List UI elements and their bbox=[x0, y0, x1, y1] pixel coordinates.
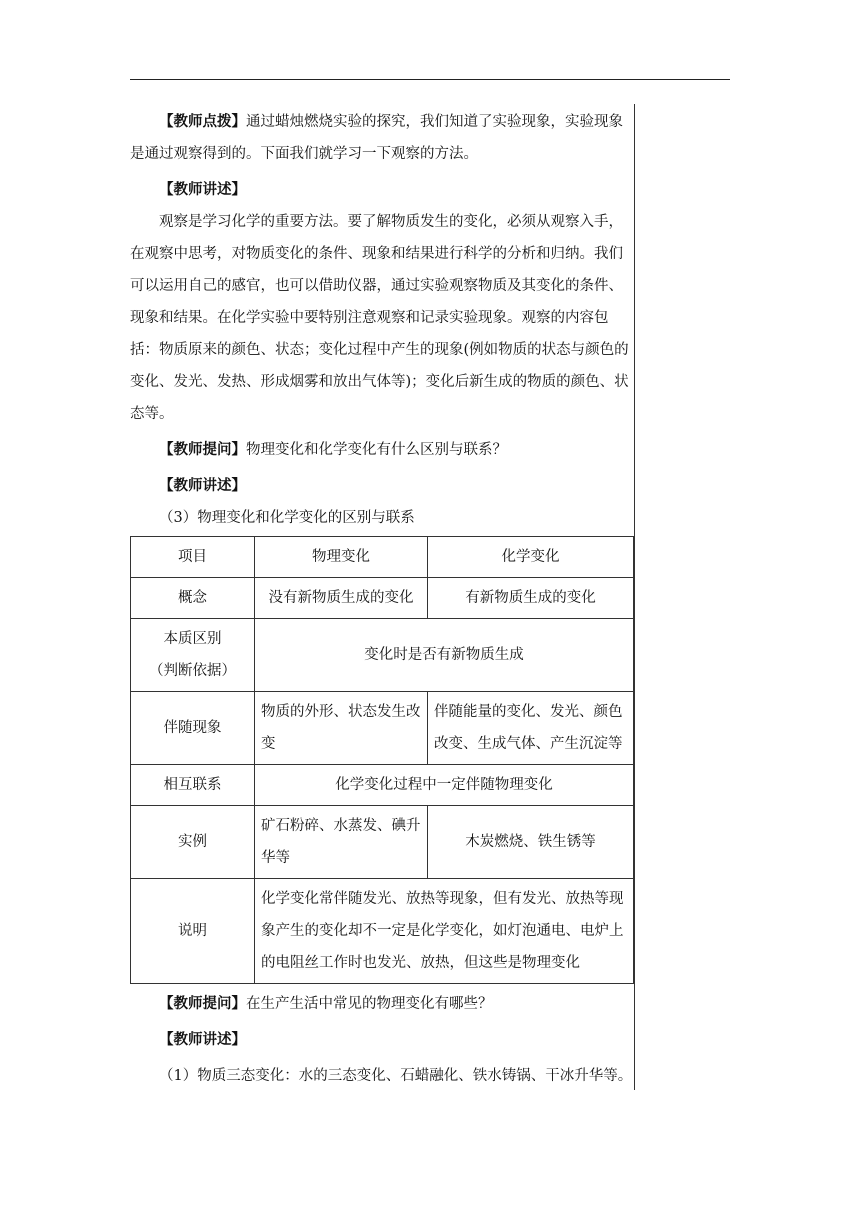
cell-relation-value: 化学变化过程中一定伴随物理变化 bbox=[255, 765, 634, 806]
teacher-question-paragraph bbox=[130, 434, 634, 466]
table-row bbox=[131, 578, 634, 619]
table-row bbox=[131, 765, 634, 806]
table-row bbox=[131, 806, 634, 879]
header-item: 项目 bbox=[131, 537, 255, 578]
section-heading-1: 【教师讲述】 bbox=[159, 181, 246, 198]
header-chemical: 化学变化 bbox=[428, 537, 634, 578]
row-label-examples: 实例 bbox=[131, 806, 255, 879]
margin-rule bbox=[634, 104, 635, 1090]
teacher-question-paragraph-2 bbox=[130, 988, 634, 1020]
document-body bbox=[130, 106, 634, 1092]
three-states-paragraph: （1）物质三态变化：水的三态变化、石蜡融化、铁水铸锅、干冰升华等。 bbox=[159, 1068, 633, 1084]
cell-physical-phenomena: 物质的外形、状态发生改变 bbox=[255, 692, 428, 765]
table-row bbox=[131, 537, 634, 578]
cell-essence-value: 变化时是否有新物质生成 bbox=[255, 619, 634, 692]
comparison-table bbox=[130, 536, 634, 984]
teacher-question-text: 物理变化和化学变化有什么区别与联系？ bbox=[246, 442, 507, 458]
table-caption: （3）物理变化和化学变化的区别与联系 bbox=[159, 510, 415, 526]
essence-label-line2: （判断依据） bbox=[149, 663, 236, 679]
cell-chemical-examples: 木炭燃烧、铁生锈等 bbox=[428, 806, 634, 879]
table-row bbox=[131, 692, 634, 765]
row-label-concept: 概念 bbox=[131, 578, 255, 619]
row-label-phenomena: 伴随现象 bbox=[131, 692, 255, 765]
section-heading-3: 【教师讲述】 bbox=[159, 1031, 246, 1048]
teacher-hint-label: 【教师点拨】 bbox=[159, 113, 246, 130]
header-rule bbox=[130, 79, 730, 80]
section-heading-2: 【教师讲述】 bbox=[159, 477, 246, 494]
observation-paragraph: 观察是学习化学的重要方法。要了解物质发生的变化，必须从观察入手，在观察中思考，对物质变化的条件、现象和结果进行科学的分析和归纳。我们可以运用自己的感官，也可以借助仪器，通过实验观察物质及其变化的条件、现象和结果。在化学实验中要特别注意观察和记录实验现象。观察的内容包括：物质原来的颜色、状态；变化过程中产生的现象(例如物质的状态与颜色的变化、发光、发热、形成烟雾和放出气体等)；变化后新生成的物质的颜色、状态等。 bbox=[130, 214, 629, 422]
teacher-question-text-2: 在生产生活中常见的物理变化有哪些？ bbox=[246, 996, 493, 1012]
header-physical: 物理变化 bbox=[255, 537, 428, 578]
teacher-question-label-2: 【教师提问】 bbox=[159, 995, 246, 1012]
teacher-question-label: 【教师提问】 bbox=[159, 441, 246, 458]
cell-notes-value: 化学变化常伴随发光、放热等现象，但有发光、放热等现象产生的变化却不一定是化学变化，如灯泡通电、电炉上的电阻丝工作时也发光、放热，但这些是物理变化 bbox=[255, 879, 634, 984]
row-label-relation: 相互联系 bbox=[131, 765, 255, 806]
row-label-notes: 说明 bbox=[131, 879, 255, 984]
teacher-hint-text: 通过蜡烛燃烧实验的探究，我们知道了实验现象，实验现象是通过观察得到的。下面我们就学习一下观察的方法。 bbox=[130, 114, 623, 162]
table-row bbox=[131, 619, 634, 692]
cell-physical-examples: 矿石粉碎、水蒸发、碘升华等 bbox=[255, 806, 428, 879]
table-row bbox=[131, 879, 634, 984]
cell-chemical-concept: 有新物质生成的变化 bbox=[428, 578, 634, 619]
essence-label-line1: 本质区别 bbox=[163, 631, 222, 647]
teacher-hint-paragraph bbox=[130, 106, 634, 170]
cell-chemical-phenomena: 伴随能量的变化、发光、颜色改变、生成气体、产生沉淀等 bbox=[428, 692, 634, 765]
cell-physical-concept: 没有新物质生成的变化 bbox=[255, 578, 428, 619]
row-label-essence bbox=[131, 619, 255, 692]
